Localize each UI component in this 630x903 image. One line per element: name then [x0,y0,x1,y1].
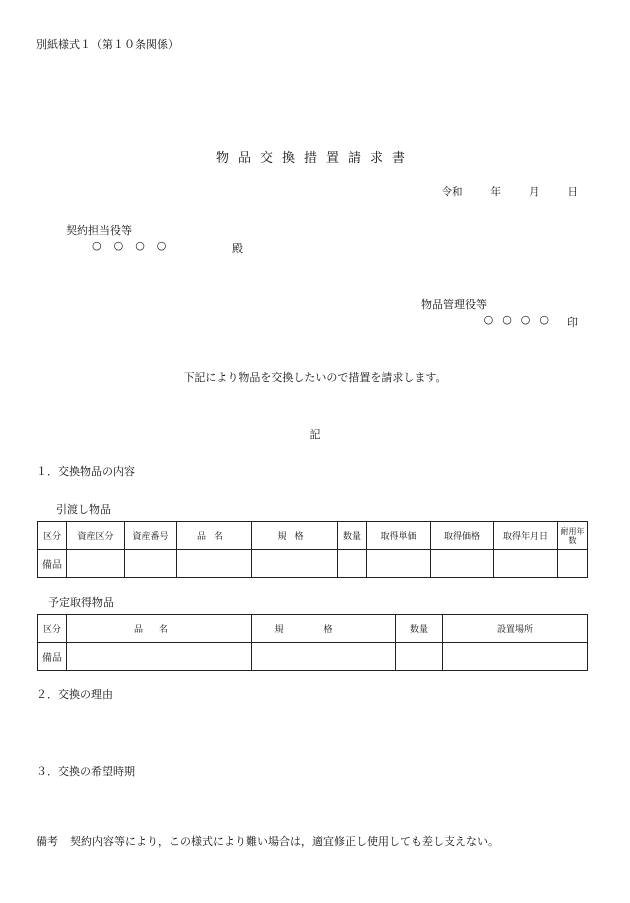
row-category: 備品 [38,643,67,671]
col-category: 区分 [38,522,67,550]
col-acq-price: 取得価格 [431,522,494,550]
col-category: 区分 [38,615,67,643]
handover-row [38,550,588,578]
recipient-honorific: 殿 [232,242,243,255]
cell-useful-life[interactable] [558,550,588,578]
handover-table [37,521,588,578]
cell-item-name[interactable] [177,550,252,578]
sender-title: 物品管理役等 [421,298,487,311]
sender-name: ○○○○ [483,313,558,326]
col-unit-price: 取得単価 [367,522,431,550]
cell-acq-date[interactable] [494,550,558,578]
row-category: 備品 [38,550,67,578]
planned-header-row [38,615,588,643]
sender-seal: 印 [567,316,578,329]
col-spec: 規格 [252,522,338,550]
remarks [36,833,499,849]
date-day: 日 [567,186,578,198]
col-useful-life: 耐用年数 [558,522,588,550]
cell-quantity[interactable] [396,643,443,671]
col-quantity: 数量 [396,615,443,643]
remarks-text: 契約内容等により，この様式により難い場合は，適宜修正し使用しても差し支えない。 [70,835,499,848]
col-item-name: 品名 [67,615,252,643]
cell-unit-price[interactable] [367,550,431,578]
date-line [442,184,579,199]
cell-quantity[interactable] [338,550,367,578]
col-asset-number: 資産番号 [125,522,177,550]
cell-spec[interactable] [252,550,338,578]
recipient-name: ○○○○ [92,239,179,252]
planned-label: 予定取得物品 [48,596,114,609]
col-acq-date: 取得年月日 [494,522,558,550]
handover-header-row [38,522,588,550]
section3-heading: ３．交換の希望時期 [36,765,135,778]
section1-heading: １．交換物品の内容 [36,465,135,478]
document-title: 物品交換措置請求書 [215,151,414,166]
intro-text: 下記により物品を交換したいので措置を請求します。 [183,371,447,384]
remarks-label: 備考 [36,835,58,848]
cell-spec[interactable] [252,643,396,671]
handover-label: 引渡し物品 [56,503,111,516]
recipient-title: 契約担当役等 [66,224,132,237]
section2-heading: ２．交換の理由 [36,688,113,701]
cell-acq-price[interactable] [431,550,494,578]
col-asset-category: 資産区分 [67,522,125,550]
date-year: 年 [490,186,501,198]
cell-asset-number[interactable] [125,550,177,578]
col-spec: 規格 [252,615,396,643]
planned-row [38,643,588,671]
date-era: 令和 [441,186,463,198]
cell-asset-category[interactable] [67,550,125,578]
date-month: 月 [529,186,540,198]
form-label: 別紙様式１（第１０条関係） [36,38,179,51]
ki-heading: 記 [309,428,321,441]
col-quantity: 数量 [338,522,367,550]
planned-table [37,614,588,671]
col-location: 設置場所 [443,615,588,643]
cell-item-name[interactable] [67,643,252,671]
col-item-name: 品名 [177,522,252,550]
cell-location[interactable] [443,643,588,671]
